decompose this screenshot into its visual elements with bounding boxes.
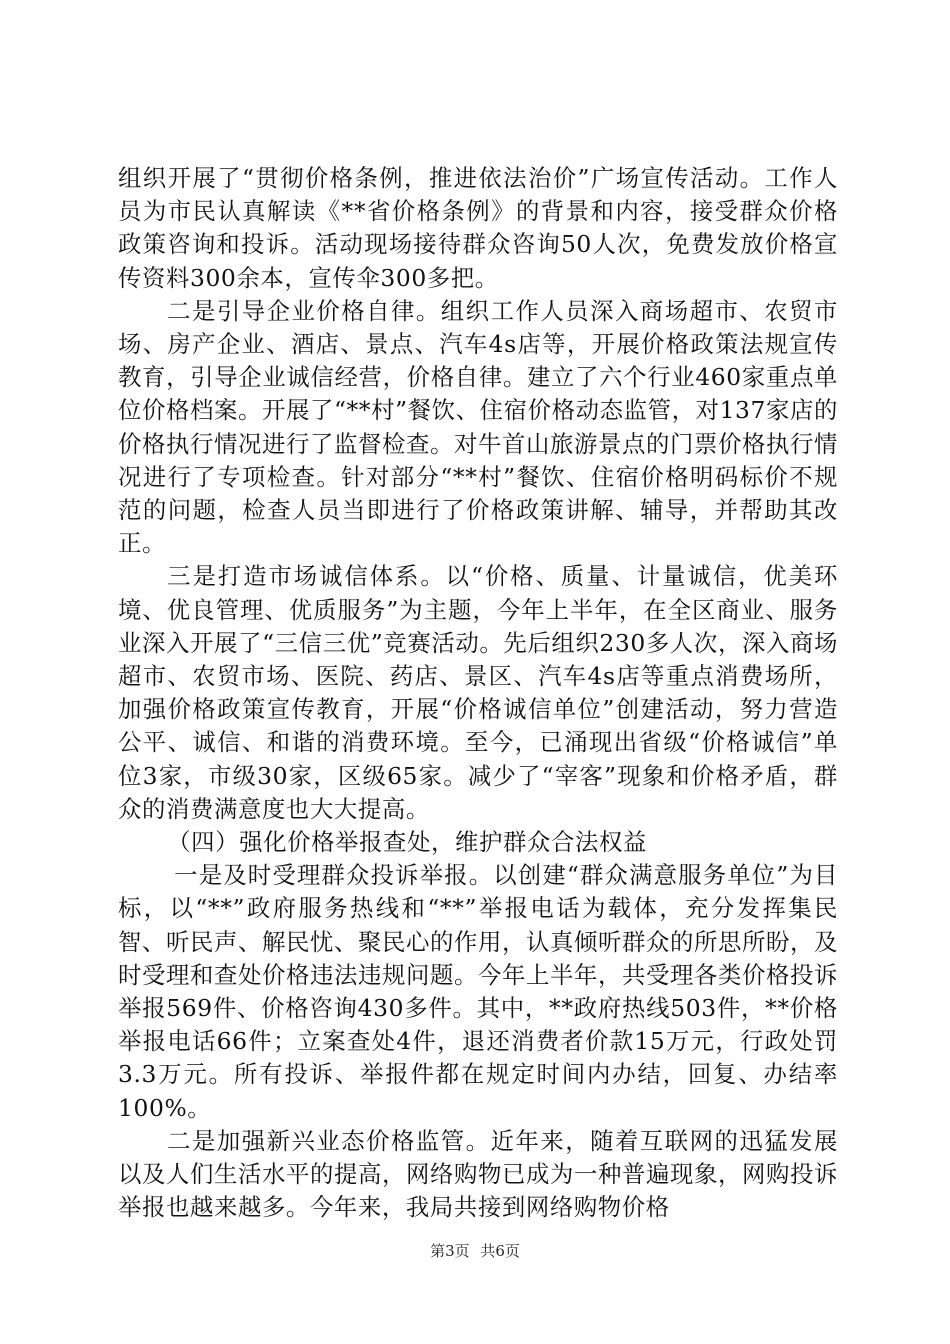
document-body xyxy=(118,162,838,1225)
paragraph-1: 组织开展了“贯彻价格条例，推进依法治价”广场宣传活动。工作人员为市民认真解读《**省价格条例》的背景和内容，接受群众价格政策咨询和投诉。活动现场接待群众咨询50人次，免费发放价格宣传资料300余本，宣传伞300多把。 xyxy=(118,164,838,292)
paragraph-5: 二是加强新兴业态价格监管。近年来，随着互联网的迅猛发展以及人们生活水平的提高，网络购物已成为一种普遍现象，网购投诉举报也越来越多。今年来，我局共接到网络购物价格 xyxy=(118,1126,838,1222)
page-number: 第3页 xyxy=(430,1242,470,1260)
section-heading: （四）强化价格举报查处，维护群众合法权益 xyxy=(167,828,647,857)
paragraph-4: 一是及时受理群众投诉举报。以创建“群众满意服务单位”为目标，以“**”政府服务热线和“**”举报电话为载体，充分发挥集民智、听民声、解民忧、聚民心的作用，认真倾听群众的所思所盼，及时受理和查处价格违法违规问题。今年上半年，共受理各类价格投诉举报569件、价格咨询430多件。其中，**政府热线503件，**价格举报电话66件；立案查处4件，退还消费者价款15万元，行政处罚3.3万元。所有投诉、举报件都在规定时间内办结，回复、办结率100%。 xyxy=(118,861,838,1122)
paragraph-2: 二是引导企业价格自律。组织工作人员深入商场超市、农贸市场、房产企业、酒店、景点、汽车4s店等，开展价格政策法规宣传教育，引导企业诚信经营，价格自律。建立了六个行业460家重点单位价格档案。开展了“**村”餐饮、住宿价格动态监管，对137家店的价格执行情况进行了监督检查。对牛首山旅游景点的门票价格执行情况进行了专项检查。针对部分“**村”餐饮、住宿价格明码标价不规范的问题，检查人员当即进行了价格政策讲解、辅导，并帮助其改正。 xyxy=(118,296,838,558)
page-footer xyxy=(0,1241,950,1261)
page-total: 共6页 xyxy=(480,1242,520,1260)
paragraph-3: 三是打造市场诚信体系。以“价格、质量、计量诚信，优美环境、优良管理、优质服务”为主题，今年上半年，在全区商业、服务业深入开展了“三信三优”竞赛活动。先后组织230多人次，深入商场超市、农贸市场、医院、药店、景区、汽车4s店等重点消费场所，加强价格政策宣传教育，开展“价格诚信单位”创建活动，努力营造公平、诚信、和谐的消费环境。至今，已涌现出省级“价格诚信”单位3家，市级30家，区级65家。减少了“宰客”现象和价格矛盾，群众的消费满意度也大大提高。 xyxy=(118,562,838,823)
